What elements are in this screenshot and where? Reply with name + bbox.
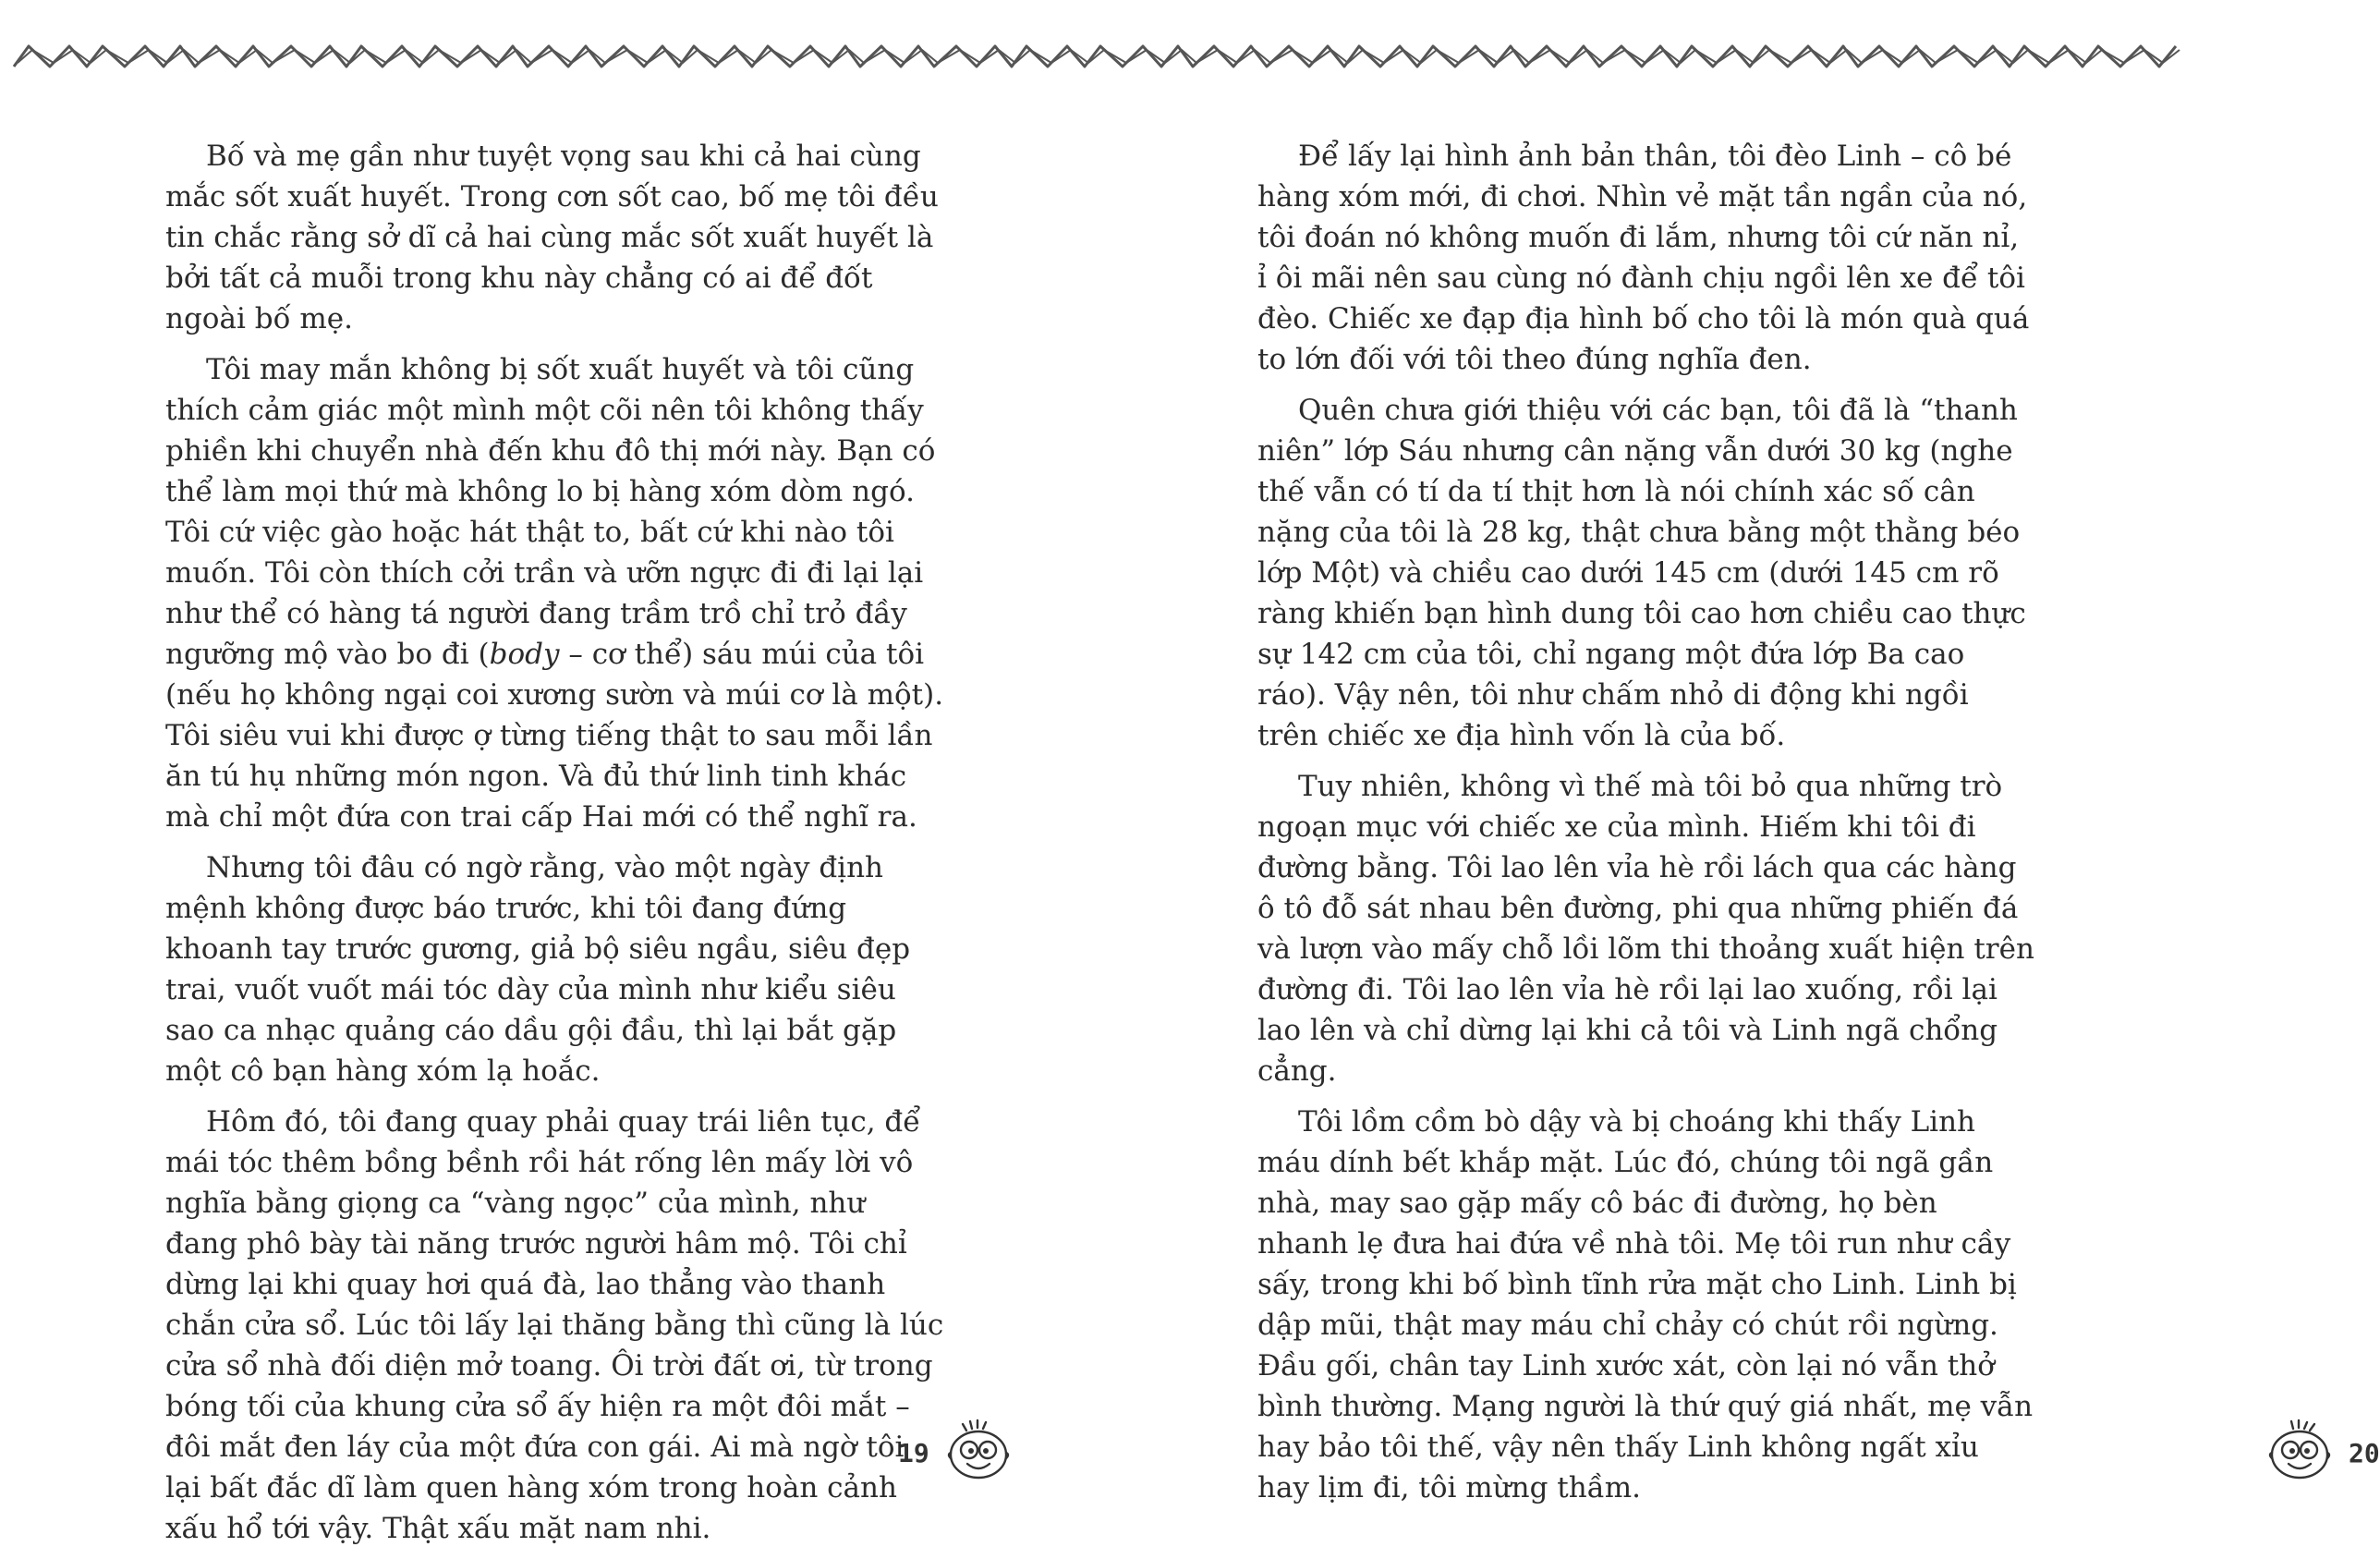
paragraph: Quên chưa giới thiệu với các bạn, tôi đã là “thanh niên” lớp Sáu nhưng cân nặng vẫn dưới 30 kg (nghe thế vẫn có tí da tí thịt hơn là nói chính xác số cân nặng của tôi là 28 kg, thật chưa bằng một thằng béo lớp Một) và chiều cao dưới 145 cm (dưới 145 cm rõ ràng khiến bạn hình dung tôi cao hơn chiều cao thực sự 142 cm của tôi, chỉ ngang một đứa lớp Ba cao ráo). Vậy nên, tôi như chấm nhỏ di động khi ngồi trên chiếc xe địa hình vốn là của bố. <box>1257 394 2026 752</box>
left-page <box>0 0 1097 1545</box>
right-page <box>1098 0 2380 1521</box>
right-footer <box>2264 1416 2380 1490</box>
paragraph: Để lấy lại hình ảnh bản thân, tôi đèo Linh – cô bé hàng xóm mới, đi chơi. Nhìn vẻ mặt tần ngần của nó, tôi đoán nó không muốn đi lắm, nhưng tôi cứ năn nỉ, ỉ ôi mãi nên sau cùng nó đành chịu ngồi lên xe để tôi đèo. Chiếc xe đạp địa hình bố cho tôi là món quà quá to lớn đối với tôi theo đúng nghĩa đen. <box>1257 140 2030 376</box>
page-number: 19 <box>898 1437 929 1468</box>
left-text-column <box>165 136 944 1559</box>
paragraph: Nhưng tôi đâu có ngờ rằng, vào một ngày định mệnh không được báo trước, khi tôi đang đứng khoanh tay trước gương, giả bộ siêu ngầu, siêu đẹp trai, vuốt vuốt mái tóc dày của mình như kiểu siêu sao ca nhạc quảng cáo dầu gội đầu, thì lại bắt gặp một cô bạn hàng xóm lạ hoắc. <box>165 851 911 1088</box>
paragraph-text: Tôi may mắn không bị sốt xuất huyết và tôi cũng thích cảm giác một mình một cõi nên tôi không thấy phiền khi chuyển nhà đến khu đô thị mới này. Bạn có thể làm mọi thứ mà không lo bị hàng xóm dòm ngó. Tôi cứ việc gào hoặc hát thật to, bất cứ khi nào tôi muốn. Tôi còn thích cởi trần và ưỡn ngực đi đi lại lại như thể có hàng tá người đang trầm trồ chỉ trỏ đầy ngưỡng mộ vào bo đi ( <box>165 353 936 671</box>
left-footer <box>898 1416 1014 1490</box>
paragraph: Bố và mẹ gần như tuyệt vọng sau khi cả hai cùng mắc sốt xuất huyết. Trong cơn sốt cao, bố mẹ tôi đều tin chắc rằng sở dĩ cả hai cùng mắc sốt xuất huyết là bởi tất cả muỗi trong khu này chẳng có ai để đốt ngoài bố mẹ. <box>165 140 939 335</box>
cartoon-boy-face-icon <box>2264 1419 2336 1486</box>
page-number: 20 <box>2349 1437 2380 1468</box>
paragraph <box>165 349 944 837</box>
paragraph: Tôi lồm cồm bò dậy và bị choáng khi thấy Linh máu dính bết khắp mặt. Lúc đó, chúng tôi ngã gần nhà, may sao gặp mấy cô bác đi đường, họ bèn nhanh lẹ đưa hai đứa về nhà tôi. Mẹ tôi run như cầy sấy, trong khi bố bình tĩnh rửa mặt cho Linh. Linh bị dập mũi, thật may máu chỉ chảy có chút rồi ngừng. Đầu gối, chân tay Linh xước xát, còn lại nó vẫn thở bình thường. Mạng người là thứ quý giá nhất, mẹ vẫn hay bảo tôi thế, vậy nên thấy Linh không ngất xỉu hay lịm đi, tôi mừng thầm. <box>1257 1105 2034 1504</box>
paragraph: Hôm đó, tôi đang quay phải quay trái liên tục, để mái tóc thêm bồng bềnh rồi hát rống lên mấy lời vô nghĩa bằng giọng ca “vàng ngọc” của mình, như đang phô bày tài năng trước người hâm mộ. Tôi chỉ dừng lại khi quay hơi quá đà, lao thẳng vào thanh chắn cửa sổ. Lúc tôi lấy lại thăng bằng thì cũng là lúc cửa sổ nhà đối diện mở toang. Ôi trời đất ơi, từ trong bóng tối của khung cửa sổ ấy hiện ra một đôi mắt – đôi mắt đen láy của một đứa con gái. Ai mà ngờ tôi lại bất đắc dĩ làm quen hàng xóm trong hoàn cảnh xấu hổ tới vậy. Thật xấu mặt nam nhi. <box>165 1105 944 1545</box>
cartoon-boy-face-icon <box>942 1419 1014 1486</box>
paragraph-text: – cơ thể) sáu múi của tôi (nếu họ không ngại coi xương sườn và múi cơ là một). Tôi siêu vui khi được ợ từng tiếng thật to sau mỗi lần ăn tú hụ những món ngon. Và đủ thứ linh tinh khác mà chỉ một đứa con trai cấp Hai mới có thể nghĩ ra. <box>165 638 944 834</box>
emphasis-text: body <box>489 638 560 671</box>
paragraph: Tuy nhiên, không vì thế mà tôi bỏ qua những trò ngoạn mục với chiếc xe của mình. Hiếm khi tôi đi đường bằng. Tôi lao lên vỉa hè rồi lách qua các hàng ô tô đỗ sát nhau bên đường, phi qua những phiến đá và lượn vào mấy chỗ lồi lõm thi thoảng xuất hiện trên đường đi. Tôi lao lên vỉa hè rồi lại lao xuống, rồi lại lao lên và chỉ dừng lại khi cả tôi và Linh ngã chổng cẳng. <box>1257 770 2034 1088</box>
right-text-column <box>1257 136 2036 1518</box>
